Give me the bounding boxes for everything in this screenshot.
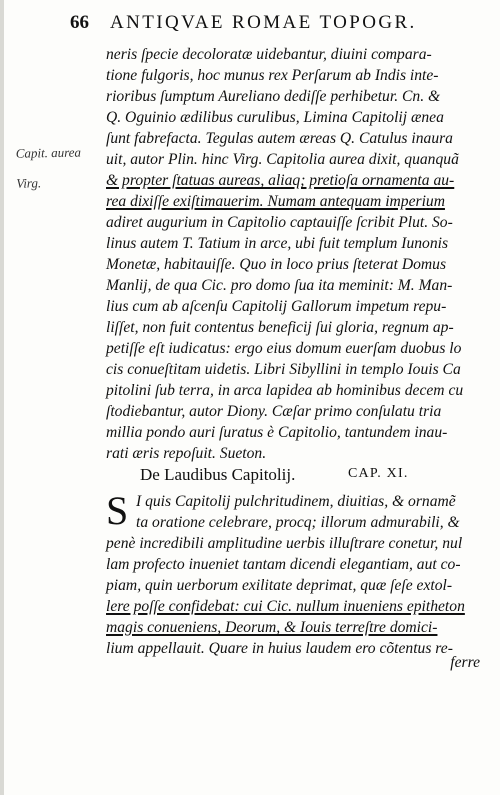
text-line: cis conueſtitam uidetis. Libri Sibyllini in templo Iouis Ca	[106, 361, 461, 378]
text-line: piam, quin uerborum exilitate deprimat, quæ ſeſe extol-	[106, 577, 453, 594]
catchword: ferre	[450, 654, 480, 671]
text-line-underlined: rea dixiſſe exiſtimauerim. Numam antequam imperium	[106, 193, 445, 210]
chapter-heading	[140, 465, 480, 489]
margin-note-line: Capit. aurea	[15, 144, 82, 161]
text-line-underlined: & propter ſtatuas aureas, aliaq; pretioſa ornamenta au-	[106, 172, 455, 189]
text-line: I quis Capitolij pulchritudinem, diuitias, & ornamẽ	[136, 493, 456, 510]
handwritten-margin-note	[15, 137, 98, 198]
text-line: linus autem T. Tatium in arce, ubi fuit templum Iunonis	[106, 235, 449, 252]
text-line: lium appellauit. Quare in huius laudem ero cõtentus re-	[106, 640, 453, 657]
text-line: petiſſe eſt iudicatus: ergo eius domum euerſam duobus lo	[106, 340, 462, 357]
text-line-underlined: lere poſſe confidebat: cui Cic. nullum inueniens epitheton	[106, 598, 465, 615]
text-line: ſtodiebantur, autor Diony. Cæſar primo conſulatu tria	[106, 403, 442, 420]
text-line: neris ſpecie decoloratæ uidebantur, diuini compara-	[106, 46, 432, 63]
text-line: rioribus ſumptum Aureliano dediſſe perhibetur. Cn. &	[106, 88, 441, 105]
text-line: millia pondo auri ſuratus è Capitolio, tantundem inau-	[106, 424, 448, 441]
text-line: tione fulgoris, hoc munus rex Perſarum ab Indis inte-	[106, 67, 439, 84]
chapter-number: CAP. XI.	[348, 466, 409, 481]
paragraph-1	[106, 44, 478, 464]
page-header	[70, 12, 480, 42]
chapter-title: De Laudibus Capitolij.	[140, 465, 296, 484]
text-line: penè incredibili amplitudine uerbis illuſtrare conetur, nul	[106, 535, 463, 552]
text-line: Q. Oguinio ædilibus curulibus, Limina Capitolij ænea	[106, 109, 444, 126]
text-line: rati æris repoſuit. Sueton.	[106, 445, 267, 462]
page-edge-shadow	[0, 0, 4, 795]
text-line: liſſet, non fuit contentus beneficij ſui gloria, regnum ap-	[106, 319, 454, 336]
text-line: adiret augurium in Capitolio captauiſſe ſcribit Plut. So-	[106, 214, 453, 231]
running-title: ANTIQVAE ROMAE TOPOGR.	[110, 12, 417, 33]
text-line-underlined: magis conueniens, Deorum, & Iouis terreſtre domici-	[106, 619, 438, 636]
drop-cap: S	[106, 488, 129, 533]
page-number: 66	[70, 12, 89, 33]
margin-note-line: Virg.	[16, 175, 42, 191]
text-line: Monetæ, habitauiſſe. Quo in loco prius ſteterat Domus	[106, 256, 447, 273]
text-line: ſunt fabrefacta. Tegulas autem æreas Q. Catulus inaura	[106, 130, 453, 147]
paragraph-2	[106, 488, 478, 659]
text-line: lam profecto inueniet tantam dicendi elegantiam, aut co-	[106, 556, 461, 573]
text-line: ta oratione celebrare, procq; illorum admurabili, &	[136, 514, 460, 531]
text-line: lius cum ab aſcenſu Capitolij Gallorum impetum repu-	[106, 298, 447, 315]
text-line: Manlij, de qua Cic. pro domo ſua ita meminit: M. Man-	[106, 277, 453, 294]
text-line: uit, autor Plin. hinc Virg. Capitolia aurea dixit, quanquã	[106, 151, 459, 168]
text-line: pitolini ſub terra, in arca lapidea ab hominibus decem cu	[106, 382, 464, 399]
